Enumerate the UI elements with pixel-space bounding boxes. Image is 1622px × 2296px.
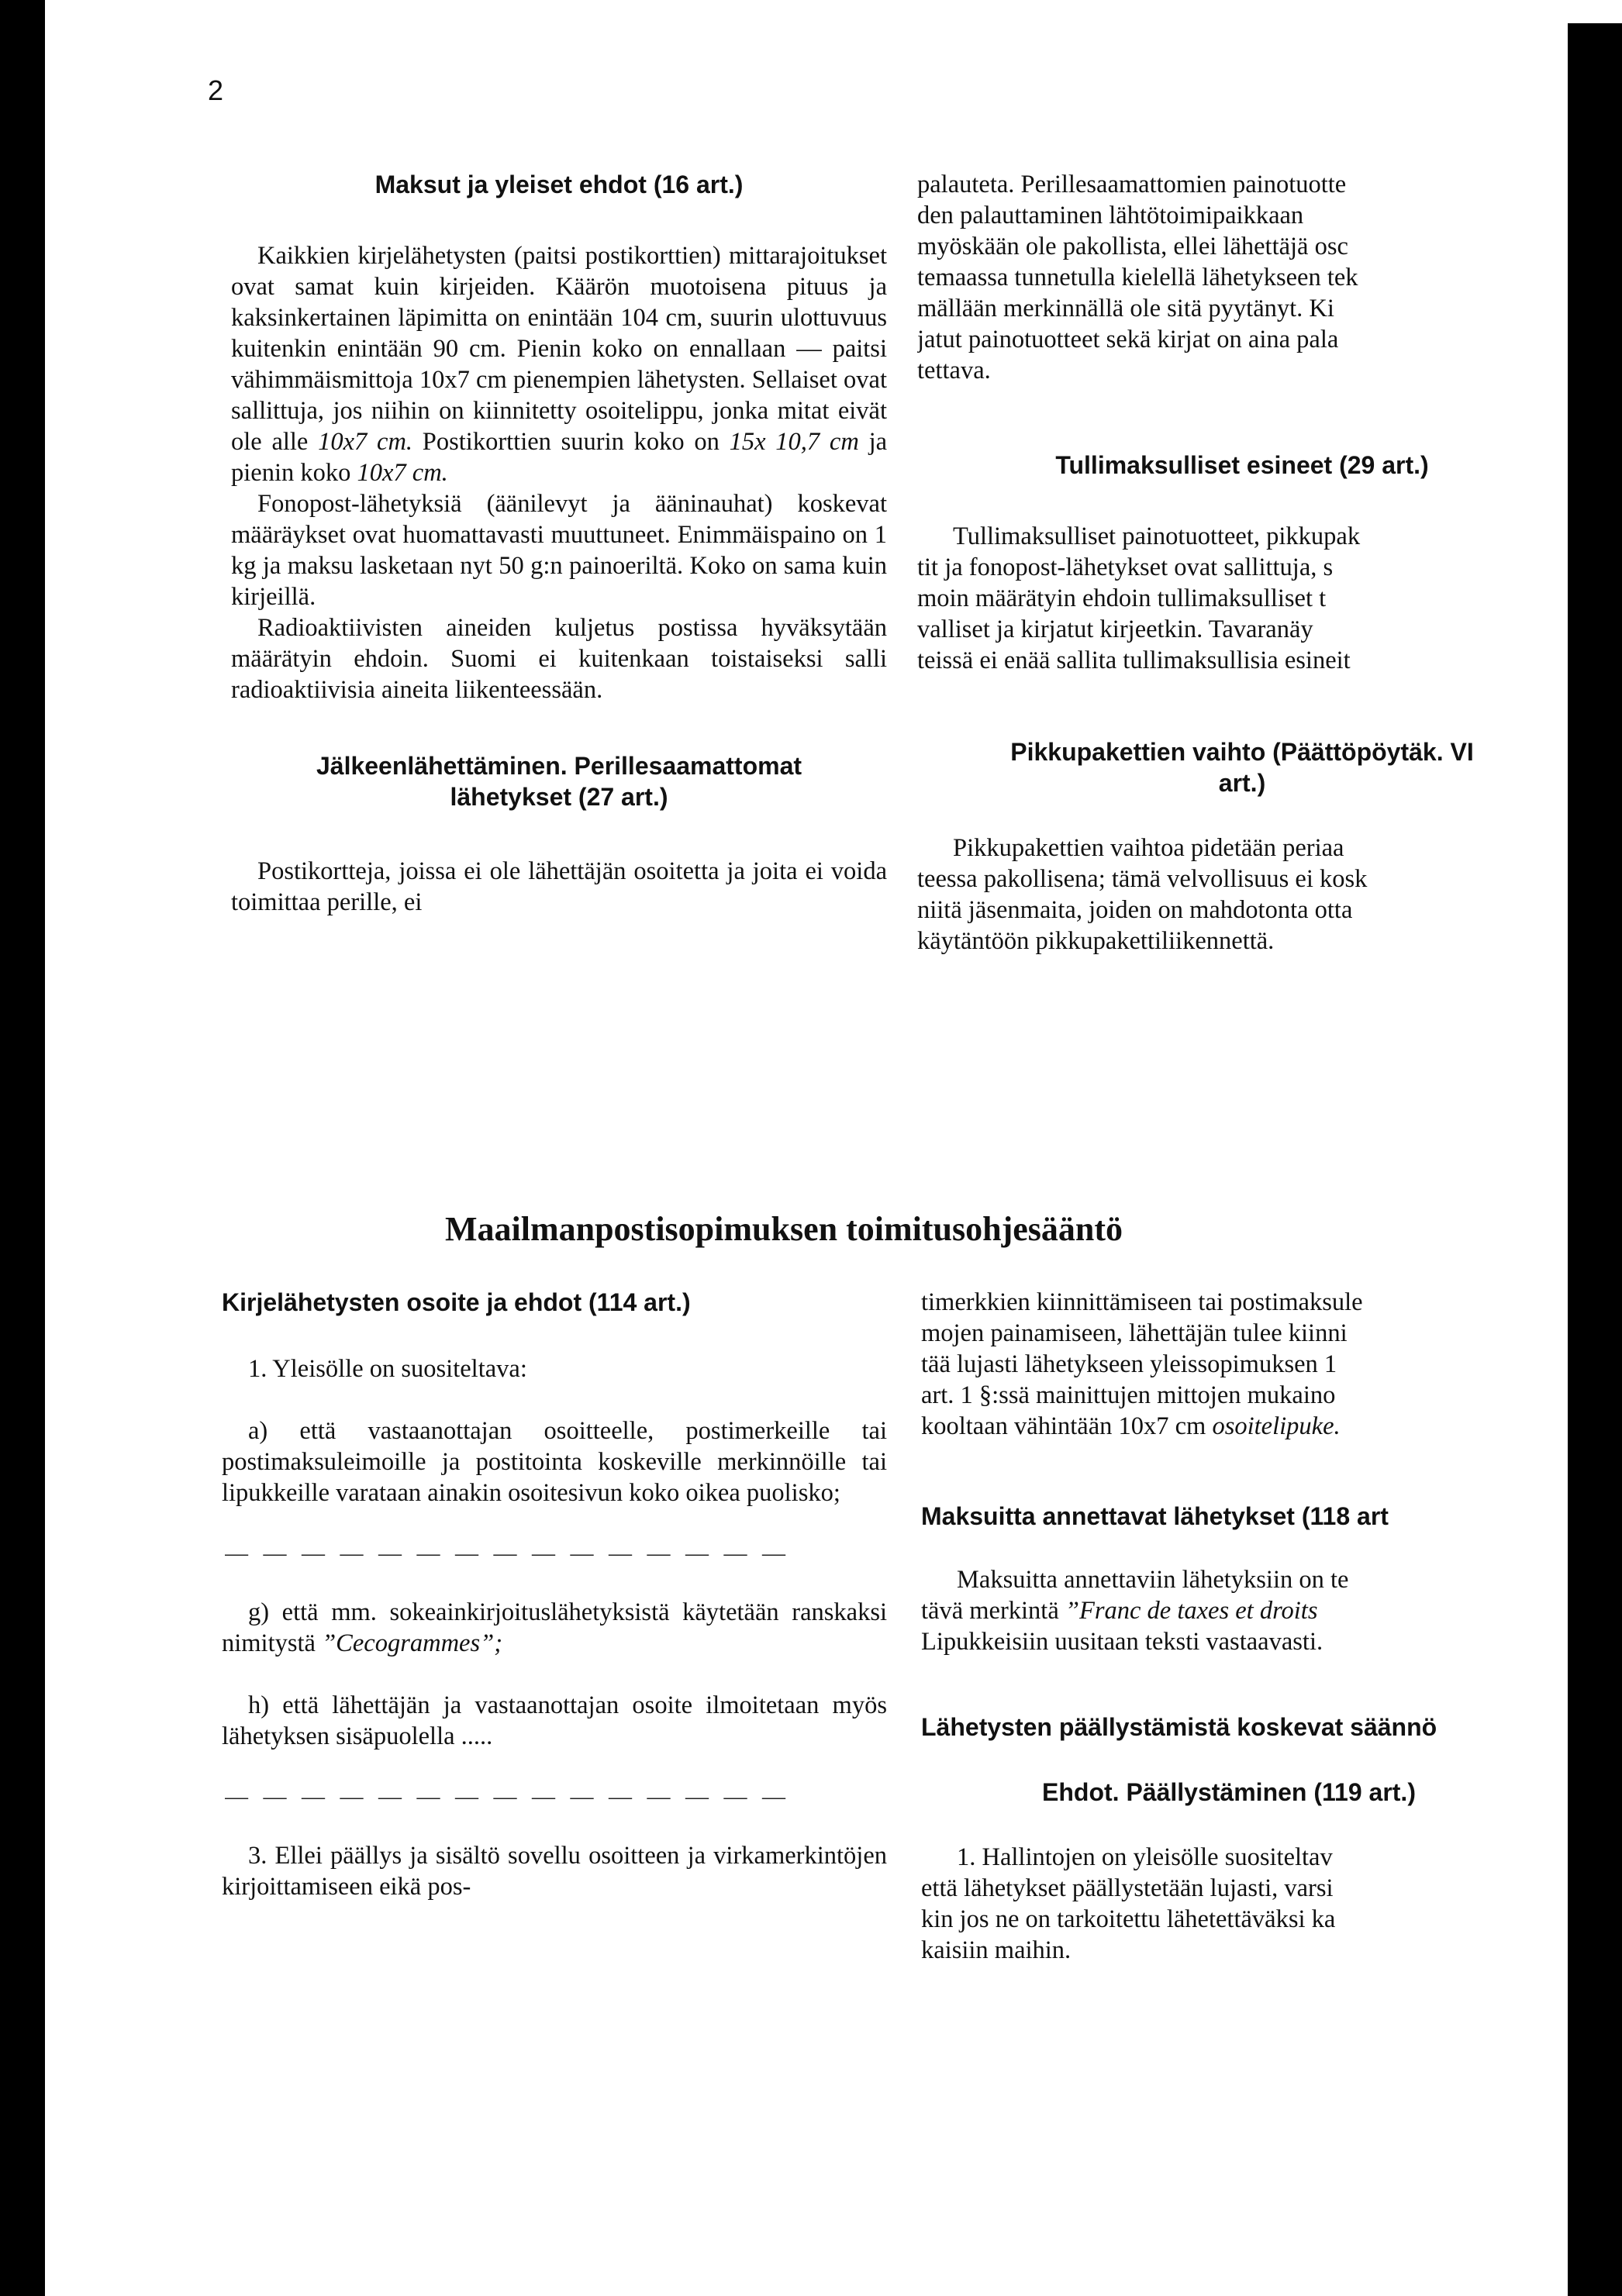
item-3: 3. Ellei päällys ja sisältö sovellu osoitteen ja virkamerkintöjen kirjoittamiseen eikä pos- — [222, 1842, 887, 1901]
section-heading-customs: Tullimaksulliset esineet (29 art.) — [1055, 451, 1429, 479]
paragraph-fonopost: Fonopost-lähetyksiä (äänilevyt ja ääninauhat) koskevat määräykset ovat huomattavasti muuttuneet. Enimmäispaino on 1 kg ja maksu lasketaan nyt 50 g:n painoeriltä. Koko on sama kuin kirjeillä. — [231, 490, 887, 611]
right-top-column — [917, 169, 1567, 957]
section-heading-address: Kirjelähetysten osoite ja ehdot (114 art.) — [222, 1288, 691, 1316]
main-heading: Maailmanpostisopimuksen toimitusohjesääntö — [444, 1210, 1123, 1248]
small-packets-text: Pikkupakettien vaihtoa pidetään periaa teessa pakollisena; tämä velvollisuus ei kosk niitä jäsenmaita, joiden on mahdotonta otta käytäntöön pikkupakettiliikennettä. — [917, 834, 1368, 955]
omission-dashes-1: — — — — — — — — — — — — — — — — [225, 1540, 790, 1566]
stamp-text: timerkkien kiinnittämiseen tai postimaksule mojen painamiseen, lähettäjän tulee kiinni tää lujasti lähetykseen yleissopimuksen 1 art. 1 §:ssä mainittujen mittojen mukaino kooltaan vähintään 10x7 cm osoitelipuke. — [921, 1288, 1363, 1440]
paragraph-dimensions: Kaikkien kirjelähetysten (paitsi postikorttien) mittarajoitukset ovat samat kuin kirjeiden. Käärön muotoisena pituus ja kaksinkertainen läpimitta on enintään 104 cm, suurin ulottuvuus kuitenkin enintään 90 cm. Pienin koko on ennallaan — paitsi vähimmäismittoja 10x7 cm pienempien lähetysten. Sellaiset ovat sallittuja, jos niihin on kiinnitetty osoitelippu, jonka mitat eivät ole alle 10x7 cm. Postikorttien suurin koko on 15x 10,7 cm ja pienin koko 10x7 cm. — [231, 242, 888, 487]
paragraph-postcards: Postikortteja, joissa ei ole lähettäjän osoitetta ja joita ei voida toimittaa perille, ei — [231, 857, 887, 916]
section-heading-conditions: Ehdot. Päällystäminen (119 art.) — [1042, 1778, 1416, 1806]
item-g: g) että mm. sokeainkirjoituslähetyksistä käytetään ranskaksi nimitystä ”Cecogrammes”; — [222, 1598, 887, 1657]
left-top-column — [231, 169, 887, 918]
customs-text: Tullimaksulliset painotuotteet, pikkupak tit ja fonopost-lähetykset ovat sallittuja, s moin määrätyin ehdoin tullimaksulliset t valliset ja kirjatut kirjeetkin. Tavaranäy teissä ei enää sallita tullimaksullisia esineit — [917, 522, 1361, 674]
omission-dashes-2: — — — — — — — — — — — — — — — — [225, 1784, 790, 1809]
left-bottom-column — [222, 1287, 887, 1902]
right-bottom-column — [921, 1287, 1568, 1966]
section-heading-fees: Maksut ja yleiset ehdot (16 art.) — [374, 171, 744, 198]
paragraph-radioactive: Radioaktiivisten aineiden kuljetus postissa hyväksytään määrätyin ehdoin. Suomi ei kuitenkaan toistaiseksi salli radioaktiivisia aineita liikenteessään. — [231, 614, 887, 704]
section-heading-free-items: Maksuitta annettavat lähetykset (118 art — [921, 1502, 1389, 1530]
packaging-text: 1. Hallintojen on yleisölle suositeltav että lähetykset päällystetään lujasti, varsi kin jos ne on tarkoitettu lähetettäväksi ka kaisiin maihin. — [921, 1843, 1336, 1964]
returned-items-text: palauteta. Perillesaamattomien painotuotte den palauttaminen lähtötoimipaikkaan myöskään ole pakollista, ellei lähettäjä osc temaassa tunnetulla kielellä lähetykseen tek mällään merkinnällä ole sitä pyytänyt. Ki jatut painotuotteet sekä kirjat on aina pala tettava. — [917, 171, 1358, 384]
section-heading-redirection: Jälkeenlähettäminen. Perillesaamattomat lähetykset (27 art.) — [316, 752, 802, 811]
item-1: 1. Yleisölle on suositeltava: — [248, 1355, 527, 1383]
free-items-text: Maksuitta annettaviin lähetyksiin on te tävä merkintä ”Franc de taxes et droits Lipukkeisiin uusitaan teksti vastaavasti. — [921, 1566, 1349, 1656]
page-number: 2 — [208, 74, 224, 106]
section-heading-packaging: Lähetysten päällystämistä koskevat säännö — [921, 1713, 1437, 1741]
item-a: a) että vastaanottajan osoitteelle, postimerkeille tai postimaksuleimoille ja postitointa koskeville merkinnöille tai lipukkeille varataan ainakin osoitesivun koko oikea puolisko; — [222, 1417, 887, 1507]
section-heading-small-packets: Pikkupakettien vaihto (Päättöpöytäk. VI art.) — [1010, 738, 1474, 797]
scan-border-right — [1568, 23, 1622, 2296]
item-h: h) että lähettäjän ja vastaanottajan osoite ilmoitetaan myös lähetyksen sisäpuolella ..... — [222, 1691, 887, 1750]
